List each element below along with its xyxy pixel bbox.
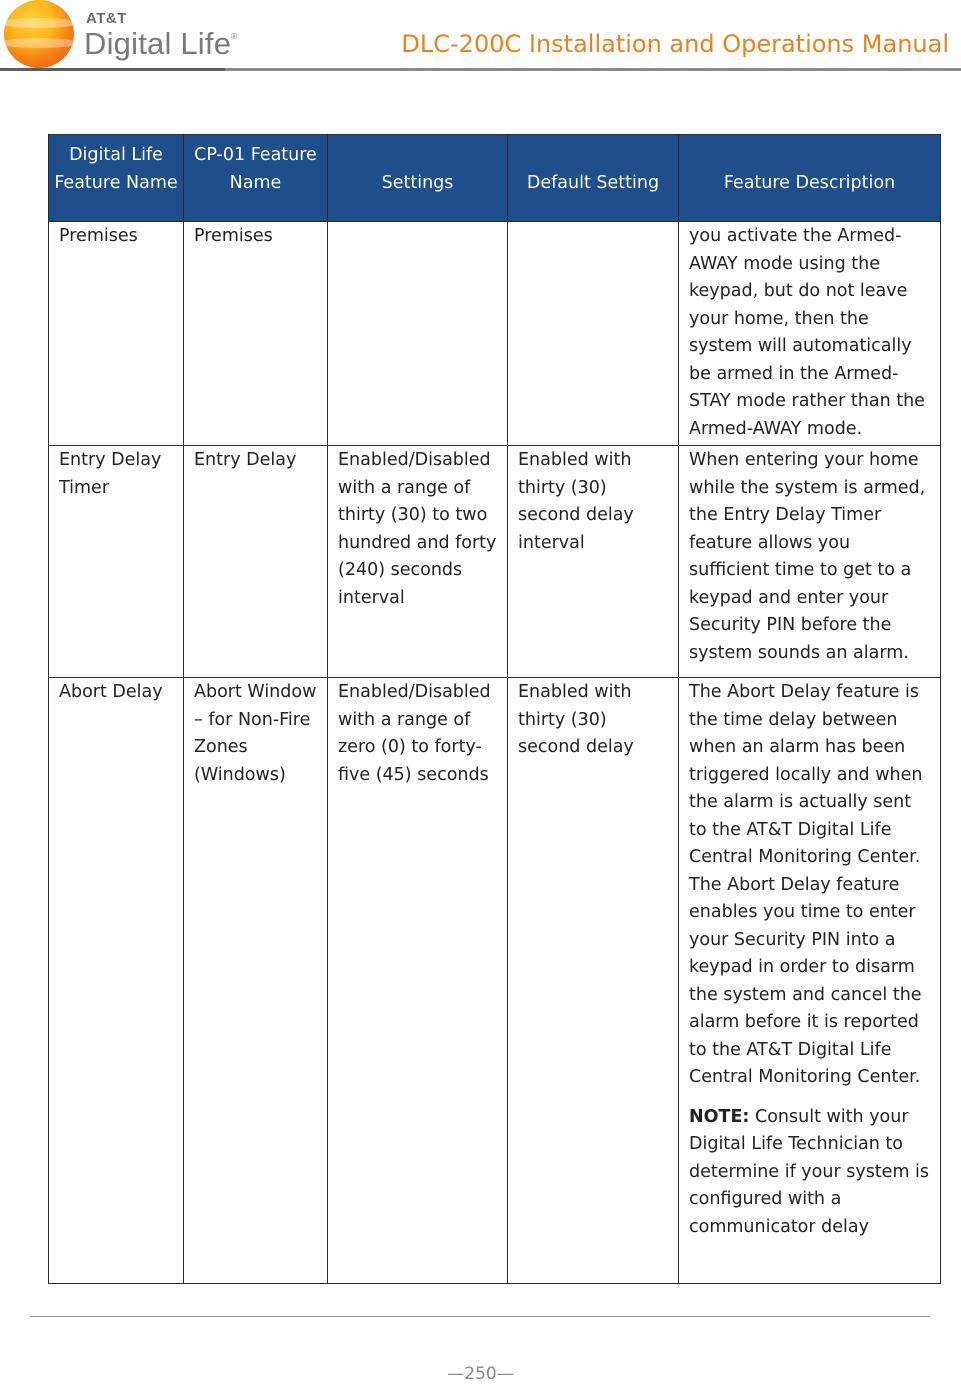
cell-description — [679, 678, 941, 1284]
column-header-default-setting: Default Setting — [508, 135, 679, 222]
document-title: DLC-200C Installation and Operations Manual — [401, 30, 949, 58]
column-header-feature-description: Feature Description — [679, 135, 941, 222]
table-row — [49, 446, 941, 678]
cell-feature-name: Premises — [49, 222, 184, 446]
header-divider-accent — [0, 68, 225, 71]
note-text: Consult with your Digital Life Technician to determine if your system is configured with a communicator delay — [689, 1106, 930, 1237]
cell-settings: Enabled/Disabled with a range of thirty (30) to two hundred and forty (240) seconds interval — [328, 446, 508, 678]
note-label: NOTE: — [689, 1106, 750, 1127]
registered-mark: ® — [231, 32, 238, 41]
page-header — [0, 0, 961, 72]
cell-settings — [328, 222, 508, 446]
cell-default-setting — [508, 222, 679, 446]
column-header-settings: Settings — [328, 135, 508, 222]
page-number: —250— — [447, 1364, 514, 1384]
att-globe-logo-icon — [4, 0, 74, 68]
cell-feature-name: Entry Delay Timer — [49, 446, 184, 678]
table-row — [49, 222, 941, 446]
column-header-cp01-feature-name: CP-01 Feature Name — [184, 135, 328, 222]
description-paragraph: The Abort Delay feature is the time delay between when an alarm has been triggered locally and when the alarm is actually sent to the AT&T Digital Life Central Monitoring Center. The Abort Delay feature enables you time to enter your Security PIN into a keypad in order to disarm the system and cancel the alarm before it is reported to the AT&T Digital Life Central Monitoring Center. — [689, 682, 923, 1087]
cell-cp01-name: Abort Window – for Non-Fire Zones (Windows) — [184, 678, 328, 1284]
footer-divider — [30, 1316, 930, 1317]
cell-cp01-name: Entry Delay — [184, 446, 328, 678]
cell-settings: Enabled/Disabled with a range of zero (0) to forty-five (45) seconds — [328, 678, 508, 1284]
cell-default-setting: Enabled with thirty (30) second delay interval — [508, 446, 679, 678]
cell-feature-name: Abort Delay — [49, 678, 184, 1284]
description-note — [689, 1104, 934, 1242]
logo-brand-top: AT&T — [86, 10, 127, 27]
table-header-row — [49, 135, 941, 222]
column-header-feature-name: Digital Life Feature Name — [49, 135, 184, 222]
cell-default-setting: Enabled with thirty (30) second delay — [508, 678, 679, 1284]
feature-table — [48, 134, 941, 1284]
table-row — [49, 678, 941, 1284]
cell-description: you activate the Armed-AWAY mode using the keypad, but do not leave your home, then the system will automatically be armed in the Armed-STAY mode rather than the Armed-AWAY mode. — [679, 222, 941, 446]
cell-cp01-name: Premises — [184, 222, 328, 446]
logo-brand-main — [84, 26, 237, 62]
cell-description: When entering your home while the system is armed, the Entry Delay Timer feature allows you sufficient time to get to a keypad and enter your Security PIN before the system sounds an alarm. — [679, 446, 941, 678]
logo-brand-main-text: Digital Life — [84, 26, 232, 61]
